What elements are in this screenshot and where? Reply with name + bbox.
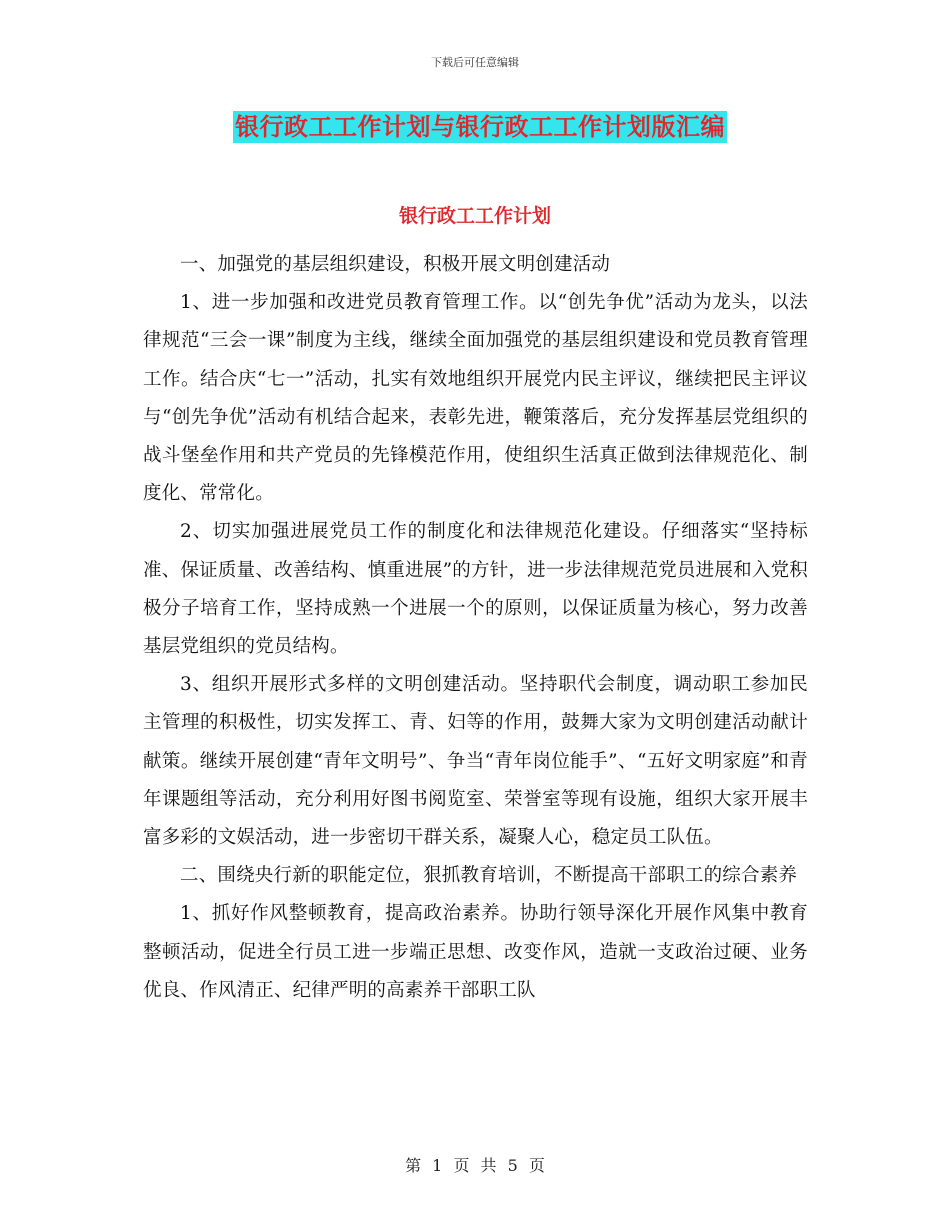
document-title-container — [233, 111, 727, 143]
section-title: 银行政工工作计划 — [398, 205, 551, 227]
page-number: 第 1 页 共 5 页 — [405, 1156, 545, 1175]
document-title: 银行政工工作计划与银行政工工作计划版汇编 — [235, 113, 725, 141]
paragraph-member-development: 2、切实加强进展党员工作的制度化和法律规范化建设。仔细落实“坚持标准、保证质量、改善结构、慎重进展”的方针，进一步法律规范党员进展和入党积极分子培育工作，坚持成熟一个进展一个的原则，以保证质量为核心，努力改善基层党组织的党员结构。 — [143, 521, 808, 658]
heading-part-two: 二、围绕央行新的职能定位，狠抓教育培训，不断提高干部职工的综合素养 — [180, 865, 798, 887]
paragraph-party-education: 1、进一步加强和改进党员教育管理工作。以“创先争优”活动为龙头，以法律规范“三会一课”制度为主线，继续全面加强党的基层组织建设和党员教育管理工作。结合庆“七一”活动，扎实有效地组织开展党内民主评议，继续把民主评议与“创先争优”活动有机结合起来，表彰先进，鞭策落后，充分发挥基层党组织的战斗堡垒作用和共产党员的先锋模范作用，使组织生活真正做到法律规范化、制度化、常常化。 — [143, 292, 808, 505]
document-body — [143, 246, 808, 1010]
paragraph-style-rectification: 1、抓好作风整顿教育，提高政治素养。协助行领导深化开展作风集中教育整顿活动，促进全行员工进一步端正思想、改变作风，造就一支政治过硬、业务优良、作风清正、纪律严明的高素养干部职工队 — [143, 903, 808, 1001]
paragraph-civilization-activities: 3、组织开展形式多样的文明创建活动。坚持职代会制度，调动职工参加民主管理的积极性，切实发挥工、青、妇等的作用，鼓舞大家为文明创建活动献计献策。继续开展创建“青年文明号”、争当“青年岗位能手”、“五好文明家庭”和青年课题组等活动，充分利用好图书阅览室、荣誉室等现有设施，组织大家开展丰富多彩的文娱活动，进一步密切干群关系，凝聚人心，稳定员工队伍。 — [143, 674, 808, 849]
heading-part-one: 一、加强党的基层组织建设，积极开展文明创建活动 — [180, 254, 611, 275]
header-note: 下载后可任意编辑 — [431, 56, 519, 69]
